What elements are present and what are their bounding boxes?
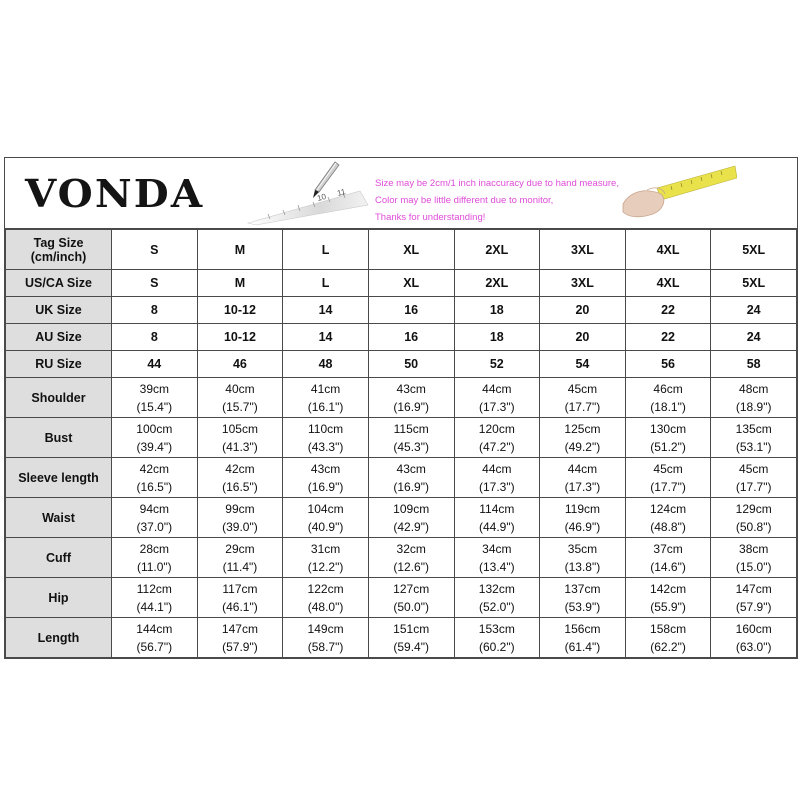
inch-value: (47.2") [479, 439, 515, 454]
measurement-cell [625, 458, 711, 498]
measurement-cell [454, 618, 540, 658]
measurement-cell [540, 618, 626, 658]
cm-value: 149cm [307, 621, 344, 636]
cm-value: 44cm [482, 381, 512, 396]
size-cell: 52 [454, 351, 540, 378]
cm-value: 130cm [650, 421, 687, 436]
inch-value: (45.3") [393, 439, 429, 454]
inch-value: (15.4") [136, 399, 173, 414]
cm-value: 153cm [478, 621, 515, 636]
inch-value: (37.0") [136, 519, 173, 534]
measurement-cell [368, 578, 454, 618]
cm-value: 42cm [139, 461, 169, 476]
inch-value: (50.8") [735, 519, 772, 534]
inch-value: (13.8") [564, 559, 601, 574]
size-cell: 20 [540, 297, 626, 324]
row-header: Sleeve length [6, 458, 112, 498]
inch-value: (52.0") [479, 599, 515, 614]
inch-value: (48.0") [307, 599, 344, 614]
row-header: Length [6, 618, 112, 658]
measurement-cell [711, 378, 797, 418]
measurement-cell [540, 458, 626, 498]
measurement-cell [283, 498, 369, 538]
cm-value: 115cm [393, 421, 429, 436]
inch-value: (18.1") [650, 399, 686, 414]
inch-value: (11.0") [136, 559, 172, 574]
measurement-cell [197, 578, 283, 618]
cm-value: 31cm [310, 541, 341, 556]
size-cell: 2XL [454, 270, 540, 297]
measurement-cell [454, 418, 540, 458]
size-cell: 44 [112, 351, 198, 378]
measurement-cell [112, 618, 198, 658]
svg-text:10: 10 [316, 191, 328, 203]
cm-value: 28cm [139, 541, 169, 556]
inch-value: (48.8") [650, 519, 686, 534]
row-header: RU Size [6, 351, 112, 378]
inch-value: (17.7") [564, 399, 601, 414]
cm-value: 160cm [735, 621, 772, 636]
size-cell: 5XL [711, 270, 797, 297]
svg-text:11: 11 [336, 187, 347, 198]
cm-value: 43cm [396, 461, 426, 476]
cm-value: 135cm [735, 421, 772, 436]
size-table [5, 229, 797, 658]
cm-value: 48cm [739, 381, 769, 396]
inch-value: (16.5") [222, 479, 258, 494]
size-cell: XL [368, 230, 454, 270]
row-header: AU Size [6, 324, 112, 351]
cm-value: 43cm [396, 381, 426, 396]
measurement-cell [711, 458, 797, 498]
inch-value: (51.2") [650, 439, 686, 454]
inch-value: (44.1") [136, 599, 173, 614]
size-cell: 5XL [711, 230, 797, 270]
measurement-cell [454, 458, 540, 498]
cm-value: 124cm [650, 501, 687, 516]
measurement-cell [197, 618, 283, 658]
inch-value: (46.1") [222, 599, 258, 614]
cm-value: 41cm [310, 381, 341, 396]
measurement-cell [454, 498, 540, 538]
cm-value: 122cm [307, 581, 344, 596]
size-cell: 58 [711, 351, 797, 378]
table-row [6, 297, 797, 324]
pen-icon [305, 160, 345, 200]
inch-value: (15.7") [222, 399, 258, 414]
cm-value: 112cm [136, 581, 172, 596]
inch-value: (17.7") [735, 479, 772, 494]
table-row [6, 324, 797, 351]
measurement-cell [625, 378, 711, 418]
measurement-cell [368, 378, 454, 418]
measurement-cell [283, 538, 369, 578]
cm-value: 45cm [567, 381, 598, 396]
inch-value: (55.9") [650, 599, 686, 614]
size-cell: 18 [454, 324, 540, 351]
cm-value: 94cm [139, 501, 169, 516]
measurement-cell [368, 458, 454, 498]
cm-value: 110cm [307, 421, 344, 436]
table-row [6, 351, 797, 378]
inch-value: (16.9") [307, 479, 344, 494]
measurement-cell [112, 458, 198, 498]
measurement-cell [711, 418, 797, 458]
measurement-cell [112, 538, 198, 578]
measurement-cell [625, 578, 711, 618]
cm-value: 46cm [653, 381, 683, 396]
cm-value: 44cm [482, 461, 512, 476]
inch-value: (16.9") [393, 479, 429, 494]
size-cell: 14 [283, 297, 369, 324]
inch-value: (12.6") [393, 559, 429, 574]
size-cell: 16 [368, 324, 454, 351]
size-cell: 10-12 [197, 324, 283, 351]
measurement-cell [283, 578, 369, 618]
size-cell: 54 [540, 351, 626, 378]
cm-value: 129cm [735, 501, 772, 516]
cm-value: 158cm [650, 621, 687, 636]
measurement-cell [112, 498, 198, 538]
inch-value: (16.9") [393, 399, 429, 414]
inch-value: (56.7") [136, 639, 173, 654]
size-cell: 16 [368, 297, 454, 324]
measurement-cell [283, 618, 369, 658]
inch-value: (43.3") [307, 439, 344, 454]
cm-value: 45cm [739, 461, 769, 476]
cm-value: 132cm [478, 581, 515, 596]
inch-value: (58.7") [307, 639, 344, 654]
measurement-cell [625, 418, 711, 458]
inch-value: (53.9") [564, 599, 601, 614]
inch-value: (16.5") [136, 479, 173, 494]
cm-value: 147cm [221, 621, 258, 636]
size-cell: 24 [711, 324, 797, 351]
measurement-cell [540, 578, 626, 618]
size-cell: 14 [283, 324, 369, 351]
measurement-cell [454, 538, 540, 578]
size-cell: 48 [283, 351, 369, 378]
inch-value: (13.4") [479, 559, 515, 574]
measurement-notes [375, 175, 619, 226]
size-cell: 56 [625, 351, 711, 378]
size-cell: 18 [454, 297, 540, 324]
inch-value: (12.2") [307, 559, 344, 574]
inch-value: (57.9") [222, 639, 258, 654]
measurement-cell [540, 418, 626, 458]
measurement-cell [197, 538, 283, 578]
chart-banner [5, 158, 797, 229]
size-cell: 3XL [540, 270, 626, 297]
cm-value: 44cm [567, 461, 598, 476]
size-cell: 2XL [454, 230, 540, 270]
measurement-cell [625, 538, 711, 578]
inch-value: (17.3") [479, 399, 515, 414]
inch-value: (16.1") [307, 399, 344, 414]
measurement-cell [283, 418, 369, 458]
cm-value: 127cm [393, 581, 430, 596]
note-line: Thanks for understanding! [375, 212, 486, 223]
cm-value: 100cm [136, 421, 173, 436]
size-cell: XL [368, 270, 454, 297]
cm-value: 38cm [739, 541, 769, 556]
size-cell: S [112, 270, 198, 297]
measurement-cell [540, 498, 626, 538]
inch-value: (17.3") [564, 479, 601, 494]
inch-value: (42.9") [393, 519, 429, 534]
brand-logo: VONDA [25, 171, 205, 216]
cm-value: 114cm [479, 501, 515, 516]
inch-value: (15.0") [735, 559, 772, 574]
cm-value: 142cm [650, 581, 687, 596]
cm-value: 151cm [393, 621, 430, 636]
inch-value: (46.9") [564, 519, 601, 534]
size-cell: 4XL [625, 270, 711, 297]
inch-value: (18.9") [735, 399, 772, 414]
measurement-cell [368, 618, 454, 658]
row-header: Tag Size (cm/inch) [6, 230, 112, 270]
cm-value: 43cm [310, 461, 341, 476]
size-cell: 10-12 [197, 297, 283, 324]
inch-value: (62.2") [650, 639, 686, 654]
cm-value: 45cm [653, 461, 683, 476]
table-row [6, 270, 797, 297]
inch-value: (60.2") [479, 639, 515, 654]
measurement-cell [625, 618, 711, 658]
measurement-cell [283, 378, 369, 418]
cm-value: 137cm [564, 581, 601, 596]
inch-value: (61.4") [564, 639, 601, 654]
size-cell: L [283, 270, 369, 297]
measurement-cell [283, 458, 369, 498]
measurement-cell [711, 578, 797, 618]
inch-value: (39.4") [136, 439, 173, 454]
cm-value: 32cm [396, 541, 426, 556]
size-cell: M [197, 270, 283, 297]
inch-value: (17.3") [479, 479, 515, 494]
measurement-cell [368, 538, 454, 578]
measurement-cell [454, 578, 540, 618]
table-row [6, 418, 797, 458]
cm-value: 35cm [567, 541, 598, 556]
size-cell: 8 [112, 324, 198, 351]
cm-value: 42cm [225, 461, 255, 476]
inch-value: (63.0") [735, 639, 772, 654]
cm-value: 117cm [222, 581, 258, 596]
inch-value: (49.2") [564, 439, 601, 454]
cm-value: 40cm [225, 381, 255, 396]
inch-value: (14.6") [650, 559, 686, 574]
row-header: UK Size [6, 297, 112, 324]
size-cell: M [197, 230, 283, 270]
table-row [6, 578, 797, 618]
measurement-cell [197, 418, 283, 458]
size-cell: 46 [197, 351, 283, 378]
inch-value: (39.0") [222, 519, 258, 534]
measurement-cell [112, 418, 198, 458]
measurement-cell [112, 378, 198, 418]
cm-value: 109cm [393, 501, 430, 516]
table-row [6, 378, 797, 418]
inch-value: (41.3") [222, 439, 258, 454]
inch-value: (17.7") [650, 479, 686, 494]
size-cell: S [112, 230, 198, 270]
size-cell: 50 [368, 351, 454, 378]
row-header: Hip [6, 578, 112, 618]
size-cell: L [283, 230, 369, 270]
row-header: Bust [6, 418, 112, 458]
inch-value: (44.9") [479, 519, 515, 534]
measurement-cell [197, 378, 283, 418]
measurement-cell [197, 498, 283, 538]
row-header: Cuff [6, 538, 112, 578]
size-cell: 24 [711, 297, 797, 324]
measurement-cell [454, 378, 540, 418]
cm-value: 120cm [478, 421, 515, 436]
measurement-cell [197, 458, 283, 498]
cm-value: 144cm [136, 621, 173, 636]
size-cell: 4XL [625, 230, 711, 270]
measurement-cell [540, 538, 626, 578]
cm-value: 156cm [564, 621, 601, 636]
measurement-cell [625, 498, 711, 538]
measurement-cell [711, 618, 797, 658]
cm-value: 39cm [139, 381, 169, 396]
measurement-cell [368, 498, 454, 538]
size-chart [4, 157, 798, 659]
measurement-cell [112, 578, 198, 618]
row-header: US/CA Size [6, 270, 112, 297]
size-cell: 22 [625, 297, 711, 324]
measurement-cell [711, 538, 797, 578]
cm-value: 119cm [564, 501, 600, 516]
size-cell: 3XL [540, 230, 626, 270]
measurement-cell [711, 498, 797, 538]
row-header: Shoulder [6, 378, 112, 418]
table-row [6, 538, 797, 578]
table-row [6, 458, 797, 498]
cm-value: 99cm [225, 501, 255, 516]
inch-value: (59.4") [393, 639, 429, 654]
measurement-cell [540, 378, 626, 418]
table-row [6, 618, 797, 658]
cm-value: 104cm [307, 501, 344, 516]
cm-value: 147cm [735, 581, 772, 596]
table-row [6, 498, 797, 538]
inch-value: (53.1") [735, 439, 772, 454]
inch-value: (50.0") [393, 599, 429, 614]
row-header: Waist [6, 498, 112, 538]
table-row [6, 230, 797, 270]
note-line: Size may be 2cm/1 inch inaccuracy due to hand measure, [375, 178, 619, 189]
measuring-tape-icon [617, 160, 737, 226]
inch-value: (11.4") [222, 559, 258, 574]
cm-value: 37cm [653, 541, 683, 556]
size-cell: 20 [540, 324, 626, 351]
cm-value: 29cm [225, 541, 255, 556]
cm-value: 105cm [221, 421, 258, 436]
note-line: Color may be little different due to monitor, [375, 195, 554, 206]
inch-value: (57.9") [735, 599, 772, 614]
measurement-cell [368, 418, 454, 458]
size-cell: 8 [112, 297, 198, 324]
cm-value: 34cm [482, 541, 512, 556]
cm-value: 125cm [564, 421, 601, 436]
size-cell: 22 [625, 324, 711, 351]
inch-value: (40.9") [307, 519, 344, 534]
